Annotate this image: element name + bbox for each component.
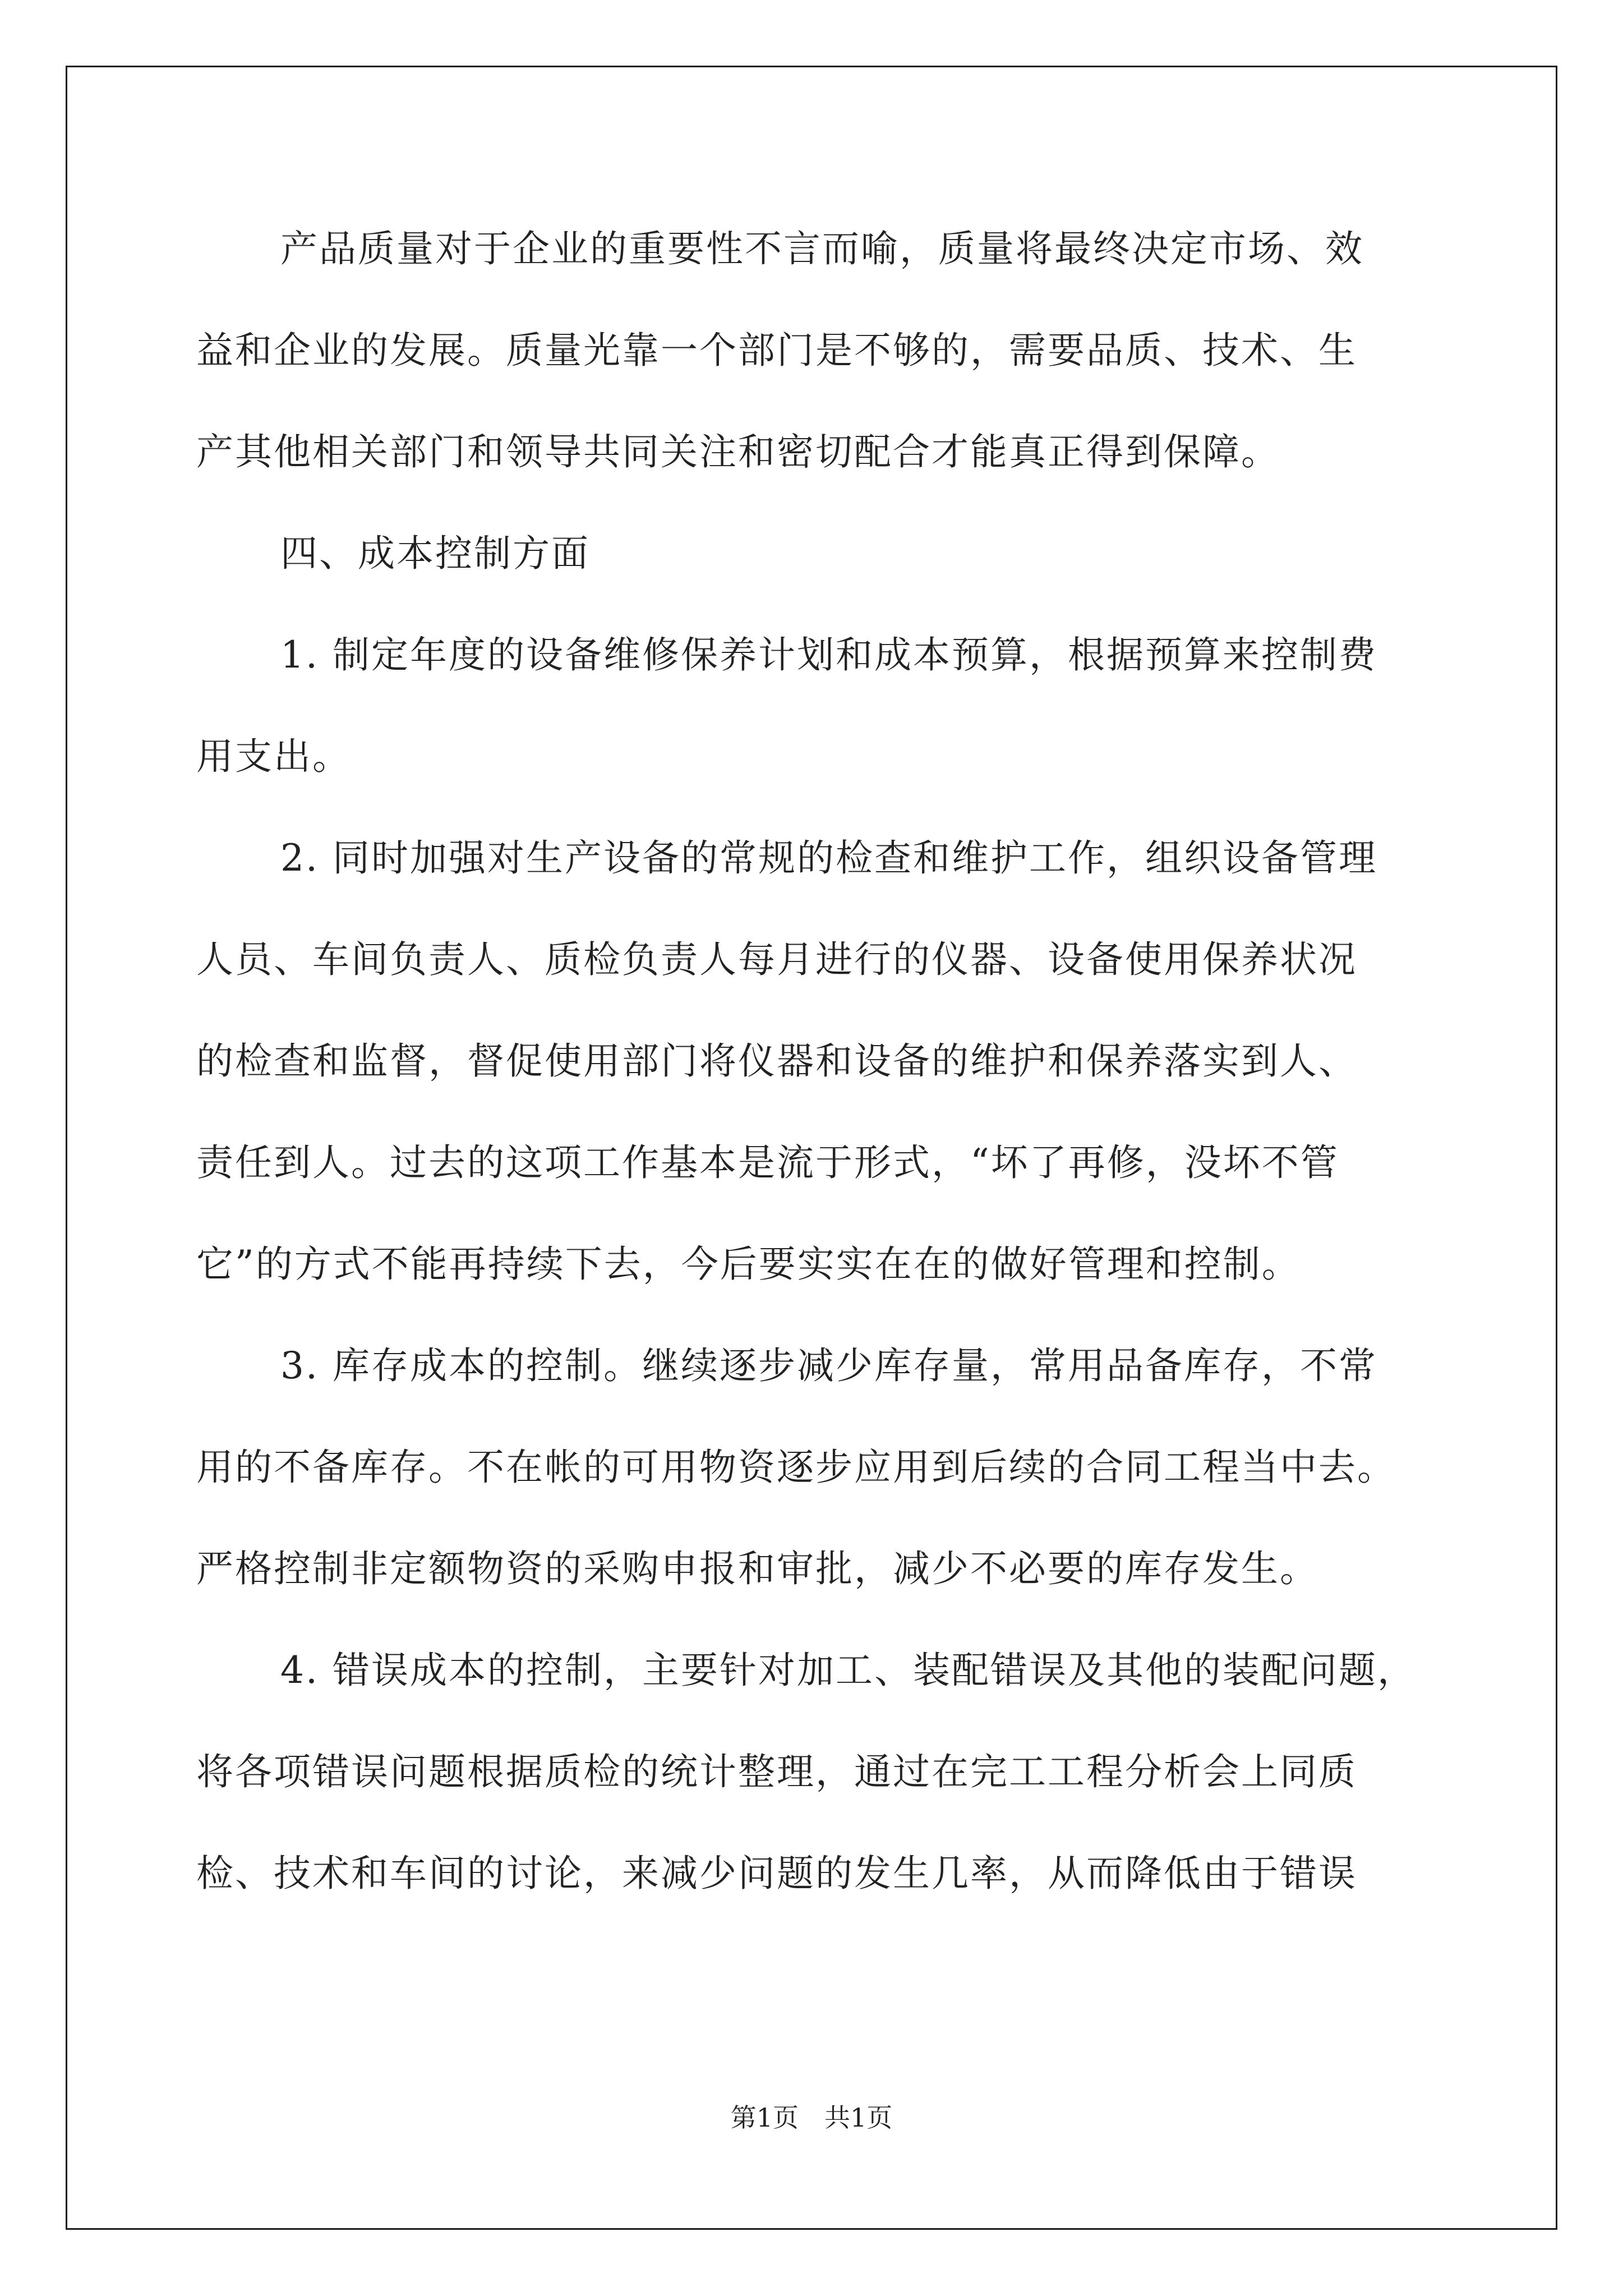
paragraph-quality-line-2: 益和企业的发展。质量光靠一个部门是不够的，需要品质、技术、生 (196, 329, 1357, 372)
item-1-line-1: 1. 制定年度的设备维修保养计划和成本预算，根据预算来控制费 (280, 633, 1377, 677)
section-heading-cost-control: 四、成本控制方面 (280, 532, 590, 575)
item-4-line-2: 将各项错误问题根据质检的统计整理，通过在完工工程分析会上同质 (196, 1750, 1357, 1793)
paragraph-quality-line-3: 产其他相关部门和领导共同关注和密切配合才能真正得到保障。 (196, 430, 1280, 473)
item-1-line-2: 用支出。 (196, 735, 351, 778)
item-3-line-2: 用的不备库存。不在帐的可用物资逐步应用到后续的合同工程当中去。 (196, 1446, 1396, 1489)
item-2-line-5: 它”的方式不能再持续下去，今后要实实在在的做好管理和控制。 (196, 1243, 1301, 1286)
item-2-line-4: 责任到人。过去的这项工作基本是流于形式，“坏了再修，没坏不管 (196, 1141, 1339, 1184)
page-number-footer: 第1页 共1页 (730, 2102, 893, 2133)
item-4-line-3: 检、技术和车间的讨论，来减少问题的发生几率，从而降低由于错误 (196, 1852, 1357, 1895)
item-3-line-1: 3. 库存成本的控制。继续逐步减少库存量，常用品备库存，不常 (280, 1344, 1377, 1387)
item-2-line-1: 2. 同时加强对生产设备的常规的检查和维护工作，组织设备管理 (280, 836, 1377, 880)
item-2-line-2: 人员、车间负责人、质检负责人每月进行的仪器、设备使用保养状况 (196, 938, 1357, 981)
item-4-line-1: 4. 错误成本的控制，主要针对加工、装配错误及其他的装配问题， (280, 1649, 1416, 1692)
item-2-line-3: 的检查和监督，督促使用部门将仪器和设备的维护和保养落实到人、 (196, 1039, 1357, 1083)
item-3-line-3: 严格控制非定额物资的采购申报和审批，减少不必要的库存发生。 (196, 1547, 1318, 1590)
paragraph-quality-line-1: 产品质量对于企业的重要性不言而喻，质量将最终决定市场、效 (280, 227, 1364, 270)
